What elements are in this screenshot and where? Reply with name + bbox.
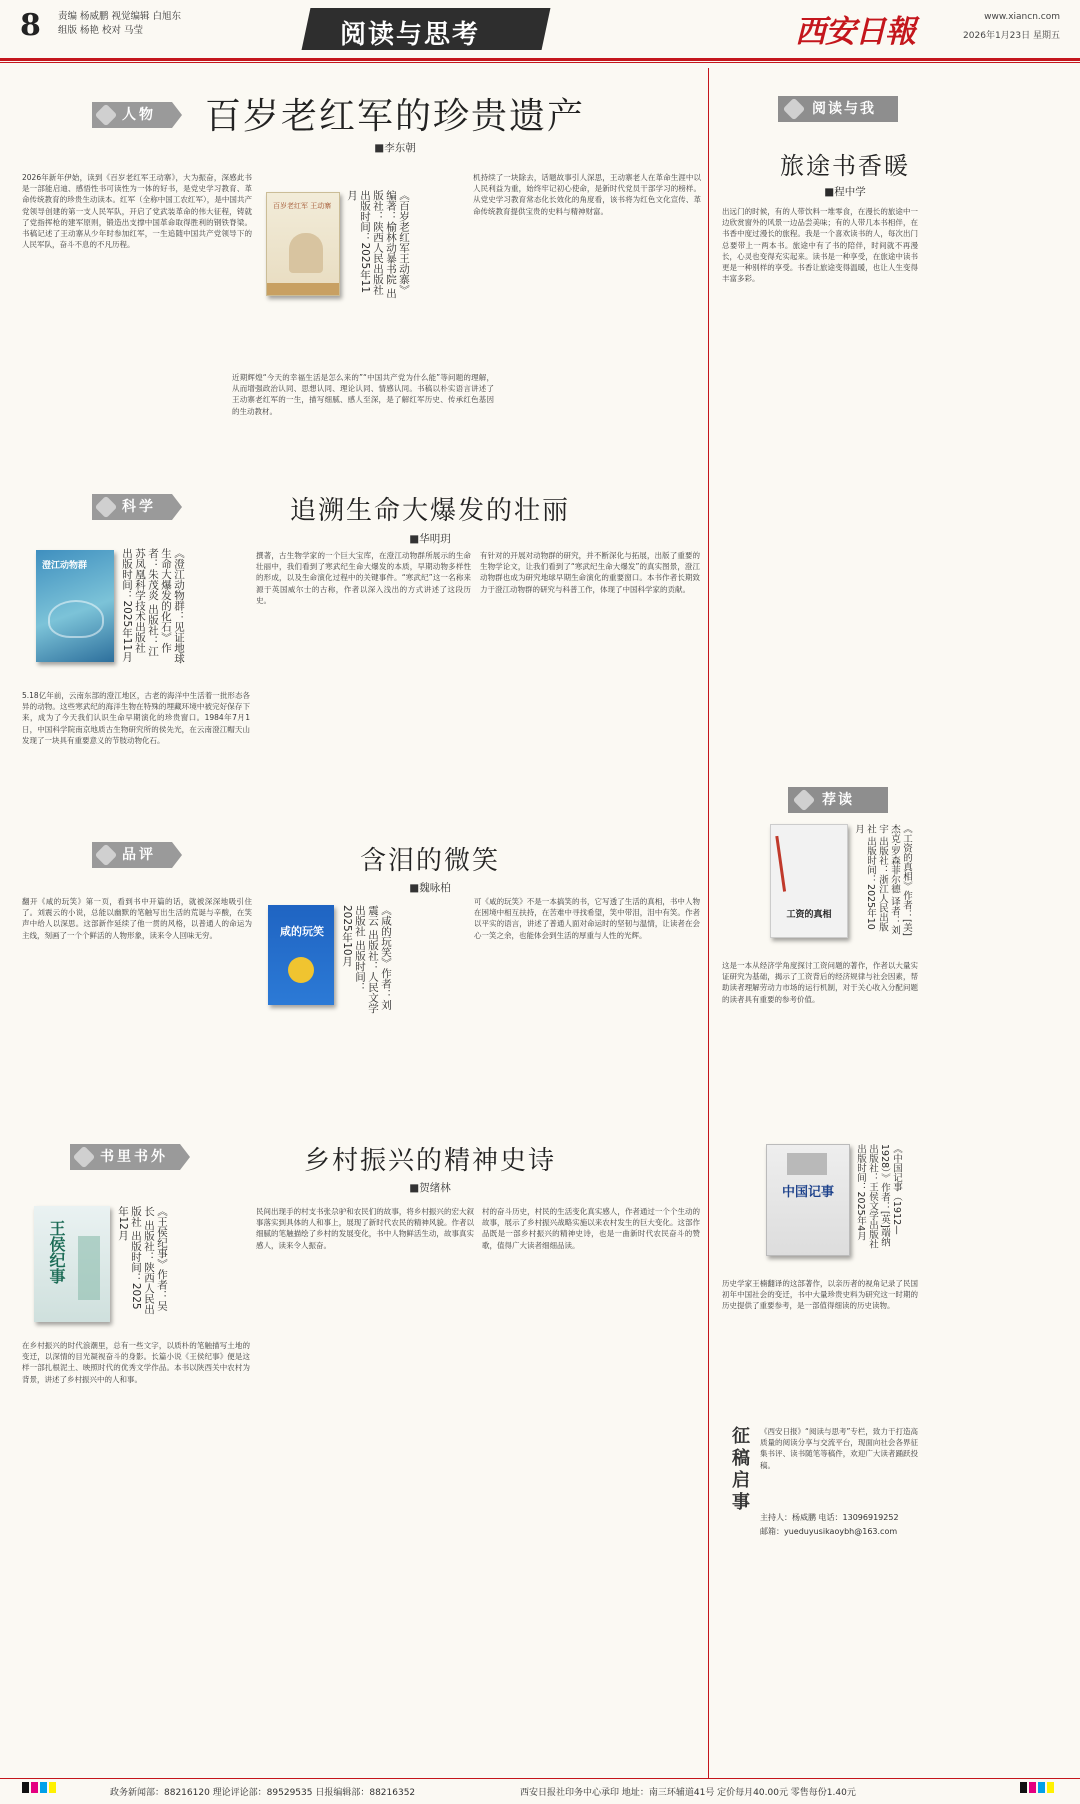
color-bar-magenta-r: [1029, 1782, 1036, 1793]
call-email[interactable]: 邮箱：yueduyusikaoybh@163.com: [760, 1527, 898, 1536]
article3-headline: 含泪的微笑: [359, 846, 500, 876]
column-tag-label: 阅读与我: [812, 101, 876, 117]
column-tag-label: 品评: [122, 847, 156, 863]
call-for-papers-tag: 征稿启事: [729, 1426, 750, 1514]
rec1-body: 这是一本从经济学角度探讨工资问题的著作，作者以大量实证研究为基础，揭示了工资背后的经济规律与社会因素，帮助读者理解劳动力市场的运行机制，对于关心收入分配问题的读者具有重要的参考价值。: [722, 961, 918, 1004]
article3-body-mid: [232, 1030, 482, 1100]
portrait-image: [289, 233, 323, 273]
article2-byline: ■华明玥: [409, 533, 451, 545]
article2-body-mid: 撰著，古生物学家的一个巨大宝库，在澄江动物群所展示的生命壮丽中，我们看到了寒武纪生命大爆发的本质，早期动物多样性的形成，以及生命演化过程中的关键事件。“寒武纪”这一名称来源于英国威尔士的古称，作者以深入浅出的方式讲述了这段历史。: [256, 551, 471, 605]
column-tag-label: 书里书外: [100, 1149, 168, 1165]
page-number: 8: [20, 8, 41, 43]
article1-book-cover: [266, 192, 340, 296]
article2-body-left: 5.18亿年前，云南东部的澄江地区，古老的海洋中生活着一批形态各异的动物。这些寒武纪的海洋生物在特殊的埋藏环境中被完好保存下来，成为了今天我们认识生命早期演化的珍贵窗口。1984年7月1日，中国科学院南京地质古生物研究所的侯先光，在云南澄江帽天山发现了一块具有重要意义的节肢动物化石。: [22, 691, 250, 745]
rec2-book-info: 《中国记事（1912—1928）》作者：[英]端纳 出版社：王侯文学出版社 出版时间：2025年4月: [855, 1144, 902, 1249]
column-tag-science: [92, 494, 172, 520]
essay-byline: ■程中学: [824, 186, 866, 198]
article3-book-cover: [268, 905, 334, 1005]
article1-byline: ■李东朝: [374, 142, 416, 154]
column-tag-label: 科学: [122, 499, 156, 515]
footer-phones: 政务新闻部：88216120 理论评论部：89529535 日报编辑部：88216352: [110, 1788, 416, 1798]
header-rule: [0, 58, 1080, 61]
rec2-book-cover: [766, 1144, 850, 1256]
website-url[interactable]: www.xiancn.com: [984, 12, 1060, 22]
article1-book-info: 《百岁老红军王动寨》编著：榆林动暴书院 出版社：陕西人民出版社 出版时间：2025年11月: [346, 190, 410, 299]
article4-byline: ■贺绪林: [409, 1182, 451, 1194]
color-bar-yellow-r: [1047, 1782, 1054, 1793]
right-column-divider: [708, 68, 709, 1778]
article4-body-left: 在乡村振兴的时代浪潮里，总有一些文字，以质朴的笔触描写土地的变迁，以深情的目光凝视奋斗的身影。长篇小说《王侯纪事》便是这样一部扎根泥土、映照时代的优秀文学作品。本书以陕西关中农村为背景，讲述了乡村振兴中的人和事。: [22, 1341, 250, 1384]
call-for-papers-body: 《西安日报》“阅读与思考”专栏，致力于打造高质量的阅读分享与交流平台，现面向社会各界征集书评、读书随笔等稿件，欢迎广大读者踊跃投稿。: [760, 1427, 918, 1470]
color-bar-yellow: [49, 1782, 56, 1793]
color-bar-cyan-r: [1038, 1782, 1045, 1793]
color-bar-magenta: [31, 1782, 38, 1793]
editors-line1: 责编 杨威鹏 视觉编辑 白旭东: [58, 11, 182, 22]
article2-book-info: 《澄江动物群：见证地球生命大爆发的化石》作者：朱茂炎 出版社：江苏凤凰科学技术出版社 出版时间：2025年11月: [121, 548, 185, 664]
section-title: 阅读与思考: [340, 20, 481, 50]
column-tag-reading: [778, 96, 898, 122]
editors-credit: [58, 10, 248, 38]
article3-byline: ■魏咏柏: [409, 882, 451, 894]
article1-cover-title: 百岁老红军 王动寨: [273, 202, 332, 210]
article4-body-right: 村的奋斗历史，村民的生活变化真实感人，作者通过一个个生动的故事，展示了乡村振兴战略实施以来农村发生的巨大变化。这部作品既是一部乡村振兴的精神史诗，也是一曲新时代农民奋斗的赞歌，值得广大读者细细品读。: [482, 1207, 700, 1250]
column-tag-recommend: [788, 787, 888, 813]
column-tag-label: 人物: [122, 107, 156, 123]
editors-line2: 组版 杨艳 校对 马莹: [58, 25, 144, 36]
article4-cover-title: 王侯纪事: [47, 1220, 66, 1284]
article1-headline: 百岁老红军的珍贵遗产: [204, 96, 585, 137]
rec2-cover-title: 中国记事: [781, 1185, 834, 1200]
rec2-body: 历史学家王楠翻译的这部著作，以亲历者的视角记录了民国初年中国社会的变迁，书中大量珍贵史料为研究这一时期的历史提供了重要参考，是一部值得细读的历史读物。: [722, 1279, 918, 1311]
rec1-book-cover: [770, 824, 848, 938]
footer-printing: 西安日报社印务中心承印 地址：南三环辅道41号 定价每月40.00元 零售每份1.40元: [520, 1788, 856, 1798]
column-tag-review: [92, 842, 172, 868]
article2-book-cover: [36, 550, 114, 662]
cover-photo: [787, 1153, 827, 1175]
article2-body-right: 有针对的开展对动物群的研究，并不断深化与拓展，出版了重要的生物学论文，让我们看到了“寒武纪生命大爆发”的真实图景，澄江动物群也成为研究地球早期生命演化的重要窗口。本书作者长期致力于澄江动物群的研究与科普工作，体现了中国科学家的贡献。: [480, 551, 700, 594]
article2-headline: 追溯生命大爆发的壮丽: [289, 496, 570, 526]
article4-book-info: 《王侯纪事》作者：吴长 出版社：陕西人民出版社 出版时间：2025年12月: [117, 1206, 168, 1315]
rec1-cover-title: 工资的真相: [786, 910, 832, 920]
column-tag-label: 荐读: [822, 792, 854, 808]
call-contact: 主持人：杨威鹏 电话：13096919252: [760, 1513, 899, 1522]
color-bar-cyan: [40, 1782, 47, 1793]
article3-book-info: 《咸的玩笑》作者：刘震云 出版社：人民文学出版社 出版时间：2025年10月: [341, 905, 392, 1014]
article1-body-right: 机持续了一块除去，话题故事引人深思，王动寨老人在革命生涯中以人民利益为重，始终牢记初心使命，是新时代党员干部学习的榜样。从党史学习教育常态化长效化的角度看，该书将为红色文化宣传、革命传统教育提供宝贵的史料与精神财富。: [473, 173, 701, 216]
article1-body-mid: 近期辉煌“今天的幸福生活是怎么来的”“中国共产党为什么能”等问题的理解，从而增强政治认同、思想认同、理论认同、情感认同。书稿以朴实语言讲述了王动寨老红军的一生，描写细腻、感人至深，是了解红军历史、传承红色基因的生动教材。: [232, 373, 494, 416]
article3-body-right: 可《咸的玩笑》不是一本搞笑的书，它写透了生活的真相，书中人物在困境中相互扶持，在苦难中寻找希望，笑中带泪，泪中有笑。作者以平实的语言，讲述了普通人面对命运时的坚韧与温情，让读者在会心一笑之余，也能体会到生活的厚重与人性的光辉。: [474, 897, 700, 940]
color-bar-black-r: [1020, 1782, 1027, 1793]
cover-band: [267, 283, 339, 295]
article3-cover-title: 咸的玩笑: [280, 925, 324, 938]
article3-body-left: 翻开《咸的玩笑》第一页，看到书中开篇的话，就被深深地吸引住了。刘震云的小说，总能以幽默的笔触写出生活的荒诞与辛酸，在笑声中给人以深思。这部新作延续了他一贯的风格，以普通人的命运为主线，刻画了一个个鲜活的人物形象，读来令人回味无穷。: [22, 897, 252, 940]
article4-book-cover: [34, 1206, 110, 1322]
essay-title: 旅途书香暖: [780, 152, 910, 180]
color-bar-black: [22, 1782, 29, 1793]
cover-illustration: [775, 830, 825, 891]
essay-body: 出远门的时候，有的人带饮料一堆零食，在漫长的旅途中一边欣赏窗外的风景一边品尝美味；有的人带几本书相伴，在书香中度过漫长的旅程。我是一个喜欢读书的人，每次出门总要带上一两本书。旅途中有了书的陪伴，时间就不再漫长，心灵也变得充实起来。读书是一种享受，在旅途中读书更是一种别样的享受。书香让旅途变得温暖，也让人生变得丰富多彩。: [722, 207, 918, 284]
column-tag-books: [70, 1144, 180, 1170]
column-tag-people: [92, 102, 172, 128]
issue-date: 2026年1月23日 星期五: [963, 31, 1060, 41]
rec1-book-info: 《工资的真相》作者：[美]杰克·罗森菲尔德 译者：刘宇 出版社：浙江人民出版社 出版时间：2025年10月: [853, 824, 912, 936]
header-rule-thin: [0, 62, 1080, 63]
fossil-illustration: [48, 600, 104, 638]
article1-body-left: 2026年新年伊始，读到《百岁老红军王动寨》，大为振奋，深感此书是一部能启迪、感悟性书可读性为一体的好书，是党史学习教育、革命传统教育的珍贵生动读本。红军（全称中国工农红军），是中国共产党领导创建的第一支人民军队，开启了党武装革命的伟大征程，铸就了党指挥枪的建军原则，锻造出支撑中国革命取得胜利的钢铁脊梁。书稿记述了王动寨从少年时参加红军，一生追随中国共产党领导下的人民军队，奋斗不息的不凡历程。: [22, 173, 252, 250]
cover-illustration: [78, 1236, 100, 1300]
article4-body-mid: 民间出现手的村支书张尕驴和农民们的故事，将乡村振兴的宏大叙事落实到具体的人和事上，展现了新时代农民的精神风貌。作者以细腻的笔触描绘了乡村的发展变化，书中人物鲜活生动，故事真实感人，读来令人振奋。: [256, 1207, 474, 1250]
article4-headline: 乡村振兴的精神史诗: [303, 1146, 556, 1176]
article2-cover-title: 澄江动物群: [42, 561, 88, 571]
smiley-icon: [288, 957, 314, 983]
newspaper-masthead: 西安日報: [795, 14, 915, 50]
